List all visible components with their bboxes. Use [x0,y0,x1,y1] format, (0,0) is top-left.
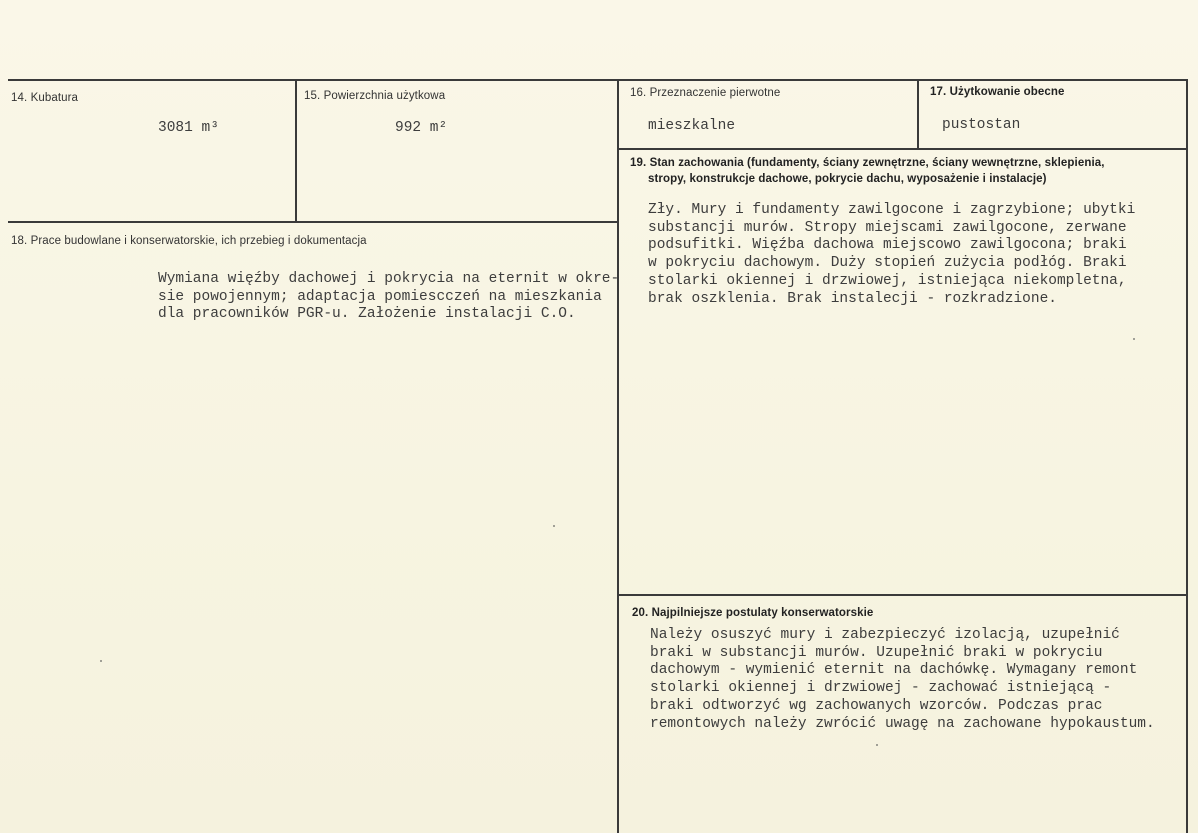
text-line: podsufitki. Więźba dachowa miejscowo zawilgocona; braki [648,237,1127,254]
scan-speck [1133,338,1135,340]
text-line: brak oszklenia. Brak instalecji - rozkradzione. [648,290,1057,307]
rule-above-20 [618,594,1188,596]
text-line: remontowych należy zwrócić uwagę na zachowane hypokaustum. [650,715,1155,732]
field-19-text [648,202,1135,308]
field-17-label: 17. Użytkowanie obecne [930,86,1065,98]
field-15-value: 992 m² [395,120,448,136]
text-line: Należy osuszyć mury i zabezpieczyć izolacją, uzupełnić [650,627,1120,643]
scan-speck [553,525,555,527]
text-line: braki odtworzyć wg zachowanych wzorców. Podczas prac [650,697,1103,714]
text-line: stolarki okiennej i drzwiowej, istniejąca niekompletna, [648,272,1127,289]
field-14-value: 3081 m³ [158,120,219,136]
text-line: w pokryciu dachowym. Duży stopień zużycia podłóg. Braki [648,255,1127,272]
scan-speck [876,744,878,746]
right-border [1186,79,1188,833]
divider-main-column [617,79,619,833]
rule-below-14-15 [8,221,618,223]
divider-14-15 [295,79,297,222]
text-line: stolarki okiennej i drzwiowej - zachować istniejącą - [650,680,1112,697]
text-line: sie powojennym; adaptacja pomiescczeń na mieszkania [158,288,602,305]
field-14-label: 14. Kubatura [11,92,79,104]
text-line: braki w substancji murów. Uzupełnić braki w pokryciu [650,644,1103,661]
text-line: dla pracowników PGR-u. Założenie instalacji C.O. [158,306,576,323]
field-19-label-line-2: stropy, konstrukcje dachowe, pokrycie dachu, wyposażenie i instalacje) [648,173,1047,185]
field-20-label: 20. Najpilniejsze postulaty konserwatorskie [632,607,874,619]
scan-speck [100,660,102,662]
field-15-label: 15. Powierzchnia użytkowa [304,90,446,102]
field-19-label-line-1: 19. Stan zachowania (fundamenty, ściany zewnętrzne, ściany wewnętrzne, sklepienia, [630,157,1105,169]
divider-16-17 [917,79,919,149]
field-18-label: 18. Prace budowlane i konserwatorskie, ich przebieg i dokumentacja [11,235,367,247]
field-16-label: 16. Przeznaczenie pierwotne [630,87,781,99]
field-16-value: mieszkalne [648,118,736,134]
text-line: Wymiana więźby dachowej i pokrycia na eternit w okre- [158,271,620,287]
top-rule [8,79,1188,81]
text-line: Zły. Mury i fundamenty zawilgocone i zagrzybione; ubytki [648,202,1136,218]
field-20-text [650,627,1155,733]
text-line: dachowym - wymienić eternit na dachówkę. Wymagany remont [650,662,1138,679]
field-17-value: pustostan [942,117,1021,133]
rule-below-16-17 [618,148,1188,150]
field-18-text [158,271,619,324]
text-line: substancji murów. Stropy miejscami zawilgocone, zerwane [648,219,1127,236]
